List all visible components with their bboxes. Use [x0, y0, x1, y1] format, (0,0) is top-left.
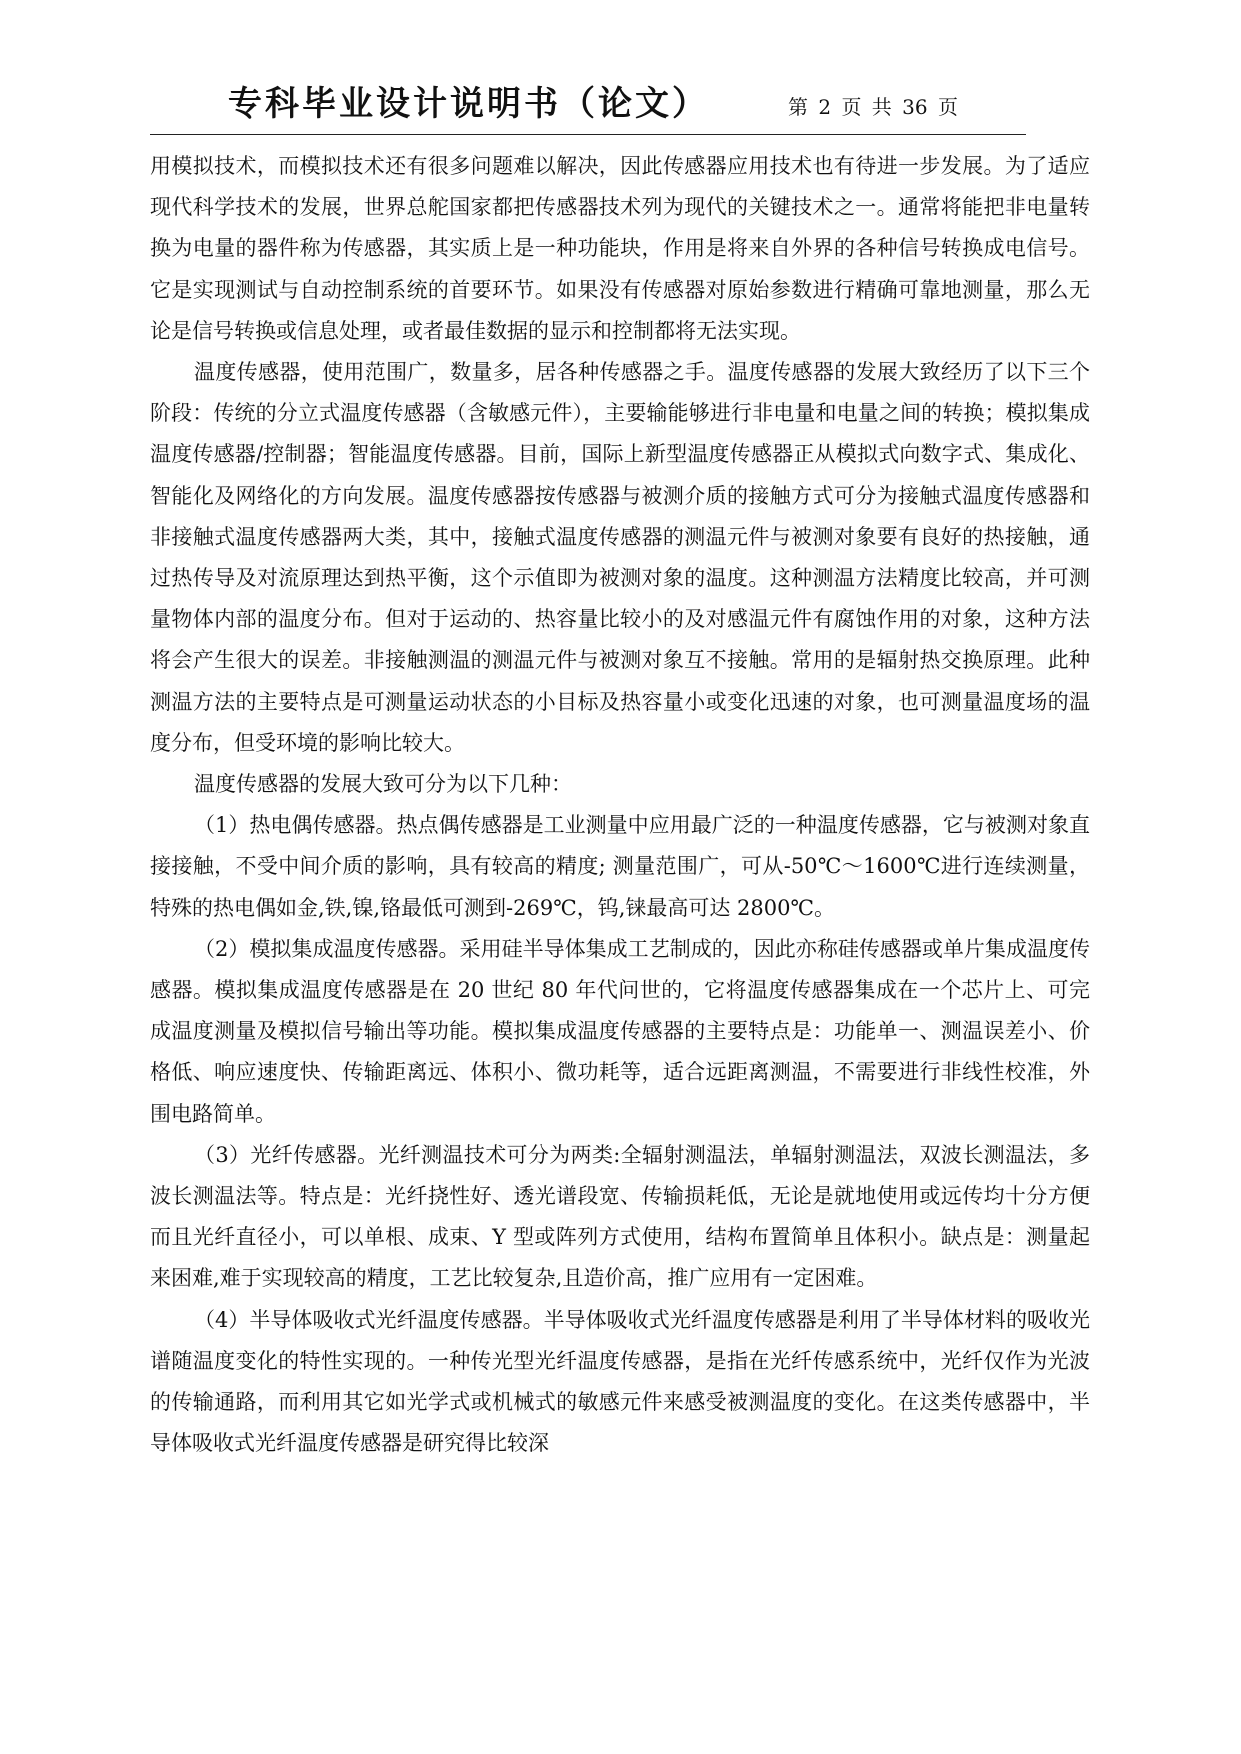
document-body: [150, 146, 1090, 1465]
paragraph-development-intro: 温度传感器的发展大致可分为以下几种：: [194, 772, 572, 797]
page-header: [228, 82, 1018, 132]
paragraph-continuation: 用模拟技术，而模拟技术还有很多问题难以解决，因此传感器应用技术也有待进一步发展。为了适应现代科学技术的发展，世界总舵国家都把传感器技术列为现代的关键技术之一。通常将能把非电量转换为电量的器件称为传感器，其实质上是一种功能块，作用是将来自外界的各种信号转换成电信号。它是实现测试与自动控制系统的首要环节。如果没有传感器对原始参数进行精确可靠地测量，那么无论是信号转换或信息处理，或者最佳数据的显示和控制都将无法实现。: [150, 154, 1090, 343]
paragraph-analog-integrated: （2）模拟集成温度传感器。采用硅半导体集成工艺制成的，因此亦称硅传感器或单片集成温度传感器。模拟集成温度传感器是在 20 世纪 80 年代问世的，它将温度传感器集成在一个芯片上、可完成温度测量及模拟信号输出等功能。模拟集成温度传感器的主要特点是：功能单一、测温误差小、价格低、响应速度快、传输距离远、体积小、微功耗等，适合远距离测温，不需要进行非线性校准，外围电路简单。: [150, 936, 1090, 1126]
document-title: 专科毕业设计说明书（论文）: [228, 84, 709, 124]
paragraph-thermocouple: （1）热电偶传感器。热点偶传感器是工业测量中应用最广泛的一种温度传感器，它与被测对象直接接触，不受中间介质的影响，具有较高的精度; 测量范围广，可从-50℃～1600℃进行连续测量，特殊的热电偶如金,铁,镍,铬最低可测到-269℃，钨,铼最高可达 2800℃。: [150, 813, 1090, 920]
paragraph-fiber-optic: （3）光纤传感器。光纤测温技术可分为两类:全辐射测温法，单辐射测温法，双波长测温法，多波长测温法等。特点是：光纤挠性好、透光谱段宽、传输损耗低，无论是就地使用或远传均十分方便而且光纤直径小，可以单根、成束、Y 型或阵列方式使用，结构布置简单且体积小。缺点是：测量起来困难,难于实现较高的精度，工艺比较复杂,且造价高，推广应用有一定困难。: [150, 1142, 1090, 1291]
header-divider: [150, 134, 1026, 135]
page-number-info: 第 2 页 共 36 页: [788, 95, 958, 119]
paragraph-semiconductor-absorption: （4）半导体吸收式光纤温度传感器。半导体吸收式光纤温度传感器是利用了半导体材料的吸收光谱随温度变化的特性实现的。一种传光型光纤温度传感器，是指在光纤传感系统中，光纤仅作为光波的传输通路，而利用其它如光学式或机械式的敏感元件来感受被测温度的变化。在这类传感器中，半导体吸收式光纤温度传感器是研究得比较深: [150, 1307, 1090, 1456]
paragraph-temperature-sensor-overview: 温度传感器，使用范围广，数量多，居各种传感器之手。温度传感器的发展大致经历了以下三个阶段：传统的分立式温度传感器（含敏感元件），主要输能够进行非电量和电量之间的转换；模拟集成温度传感器/控制器；智能温度传感器。目前，国际上新型温度传感器正从模拟式向数字式、集成化、智能化及网络化的方向发展。温度传感器按传感器与被测介质的接触方式可分为接触式温度传感器和非接触式温度传感器两大类，其中，接触式温度传感器的测温元件与被测对象要有良好的热接触，通过热传导及对流原理达到热平衡，这个示值即为被测对象的温度。这种测温方法精度比较高，并可测量物体内部的温度分布。但对于运动的、热容量比较小的及对感温元件有腐蚀作用的对象，这种方法将会产生很大的误差。非接触测温的测温元件与被测对象互不接触。常用的是辐射热交换原理。此种测温方法的主要特点是可测量运动状态的小目标及热容量小或变化迅速的对象，也可测量温度场的温度分布，但受环境的影响比较大。: [150, 360, 1090, 755]
